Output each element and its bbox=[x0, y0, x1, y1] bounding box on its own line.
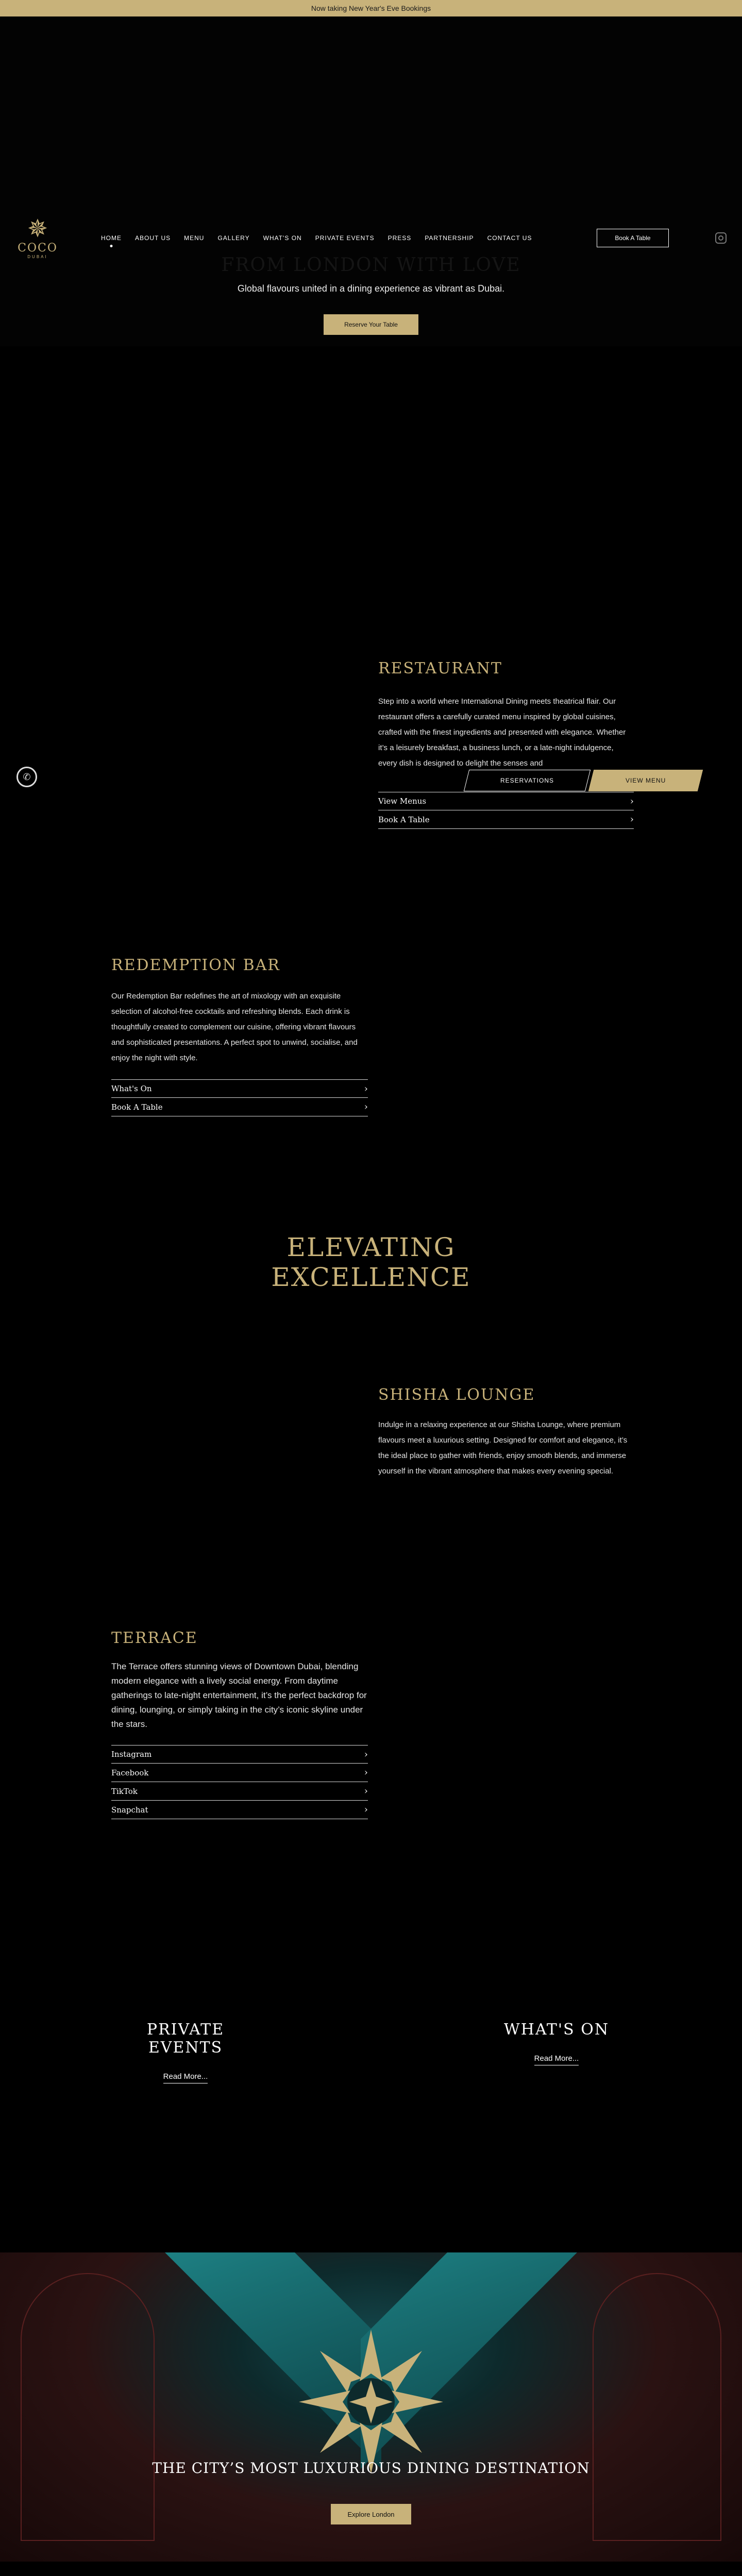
nav-item-gallery[interactable]: GALLERY bbox=[217, 234, 250, 242]
whats-on-title: WHAT'S ON bbox=[503, 2021, 610, 2039]
chevron-right-icon: › bbox=[630, 795, 634, 807]
announcement-text: Now taking New Year's Eve Bookings bbox=[311, 4, 431, 12]
book-table-link-2[interactable] bbox=[111, 1098, 368, 1116]
hero-title: FROM LONDON WITH LOVE bbox=[221, 255, 521, 276]
private-events-read-more[interactable]: Read More... bbox=[163, 2072, 208, 2083]
book-table-button[interactable]: Book A Table bbox=[597, 229, 669, 247]
elevating-excellence-title bbox=[0, 1232, 742, 1292]
restaurant-section bbox=[378, 659, 634, 829]
view-menu-button[interactable] bbox=[588, 770, 703, 791]
view-menus-link[interactable] bbox=[378, 792, 634, 810]
elevating-line2: EXCELLENCE bbox=[271, 1262, 471, 1292]
star-emblem-icon bbox=[294, 2325, 448, 2479]
arch-decoration bbox=[21, 2273, 155, 2541]
whats-on-link[interactable] bbox=[111, 1079, 368, 1098]
nav-item-private-events[interactable]: PRIVATE EVENTS bbox=[315, 234, 375, 242]
redemption-section bbox=[111, 956, 368, 1116]
destination-banner bbox=[0, 2252, 742, 2562]
redemption-title: REDEMPTION BAR bbox=[111, 956, 280, 974]
nav-item-press[interactable]: PRESS bbox=[387, 234, 412, 242]
restaurant-title: RESTAURANT bbox=[378, 659, 502, 677]
chevron-right-icon: › bbox=[364, 1804, 368, 1815]
logo[interactable] bbox=[15, 217, 60, 259]
private-events-block bbox=[108, 2021, 263, 2083]
chevron-right-icon: › bbox=[630, 814, 634, 825]
explore-london-button[interactable]: Explore London bbox=[331, 2504, 411, 2524]
whatsapp-icon[interactable]: ✆ bbox=[16, 767, 37, 787]
chevron-right-icon: › bbox=[364, 1083, 368, 1094]
facebook-label: Facebook bbox=[111, 1768, 149, 1777]
view-menu-label: VIEW MENU bbox=[625, 777, 666, 784]
shisha-title: SHISHA LOUNGE bbox=[378, 1386, 535, 1404]
hero-subtitle: Global flavours united in a dining experience as vibrant as Dubai. bbox=[237, 283, 505, 294]
instagram-icon[interactable] bbox=[715, 232, 727, 244]
chevron-right-icon: › bbox=[364, 1767, 368, 1778]
book-table-label-2: Book A Table bbox=[111, 1102, 163, 1112]
book-table-link[interactable] bbox=[378, 810, 634, 829]
reserve-table-button[interactable]: Reserve Your Table bbox=[324, 314, 418, 335]
floating-buttons bbox=[466, 770, 700, 791]
logo-sub: DUBAI bbox=[27, 255, 48, 259]
instagram-label: Instagram bbox=[111, 1750, 152, 1759]
whats-on-label: What's On bbox=[111, 1084, 152, 1093]
logo-word: COCO bbox=[18, 242, 58, 255]
whats-on-read-more[interactable]: Read More... bbox=[534, 2054, 579, 2065]
reservations-button[interactable] bbox=[464, 770, 591, 791]
star-logo-icon: ✵ bbox=[27, 215, 48, 243]
chevron-right-icon: › bbox=[364, 1749, 368, 1760]
chevron-right-icon: › bbox=[364, 1786, 368, 1797]
nav-menu bbox=[101, 234, 532, 242]
hero bbox=[0, 16, 742, 346]
nav-item-menu[interactable]: MENU bbox=[184, 234, 205, 242]
snapchat-link[interactable] bbox=[111, 1801, 368, 1819]
instagram-link[interactable] bbox=[111, 1745, 368, 1764]
tiktok-link[interactable] bbox=[111, 1782, 368, 1801]
terrace-body: The Terrace offers stunning views of Downtown Dubai, blending modern elegance with a lively social energy. From daytime gatherings to late-night entertainment, it’s the perfect backdrop for dining, lounging, or simply taking in the city’s iconic skyline under the stars. bbox=[111, 1662, 367, 1729]
elevating-line1: ELEVATING bbox=[286, 1232, 456, 1262]
shisha-body: Indulge in a relaxing experience at our Shisha Lounge, where premium flavours meet a luxurious setting. Designed for comfort and elegance, it’s the ideal place to gather with friends, enjoy smooth blends, and immerse yourself in the vibrant atmosphere that makes every evening special. bbox=[378, 1420, 628, 1476]
tiktok-label: TikTok bbox=[111, 1786, 138, 1796]
snapchat-label: Snapchat bbox=[111, 1805, 148, 1815]
terrace-section bbox=[111, 1629, 368, 1819]
reservations-label: RESERVATIONS bbox=[500, 777, 554, 784]
nav-item-whats-on[interactable]: WHAT'S ON bbox=[263, 234, 302, 242]
book-table-label: Book A Table bbox=[378, 815, 430, 824]
nav-item-contact-us[interactable]: CONTACT US bbox=[487, 234, 532, 242]
arch-decoration bbox=[593, 2273, 721, 2541]
whats-on-block bbox=[479, 2021, 634, 2065]
private-events-title: PRIVATE EVENTS bbox=[146, 2021, 225, 2057]
view-menus-label: View Menus bbox=[378, 796, 427, 806]
facebook-link[interactable] bbox=[111, 1764, 368, 1782]
redemption-body: Our Redemption Bar redefines the art of mixology with an exquisite selection of alcohol-free cocktails and refreshing blends. Each drink is thoughtfully created to complement our cuisine, offering vibrant flavours and sophisticated presentations. A perfect spot to unwind, socialise, and enjoy the night with style. bbox=[111, 992, 358, 1062]
announcement-bar bbox=[0, 0, 742, 16]
nav-item-partnership[interactable]: PARTNERSHIP bbox=[425, 234, 474, 242]
restaurant-body: Step into a world where International Dining meets theatrical flair. Our restaurant offers a carefully curated menu inspired by global cuisines, crafted with the finest ingredients and presented with elegance. Whether it’s a leisurely breakfast, a business lunch, or a late-night indulgence, every dish is designed to delight the senses and bbox=[378, 697, 626, 768]
banner-tagline: THE CITY’S MOST LUXURIOUS DINING DESTINATION bbox=[152, 2460, 590, 2477]
nav-item-home[interactable]: HOME bbox=[101, 234, 122, 242]
nav-item-about-us[interactable]: ABOUT US bbox=[135, 234, 171, 242]
terrace-title: TERRACE bbox=[111, 1629, 198, 1647]
chevron-right-icon: › bbox=[364, 1101, 368, 1112]
shisha-section bbox=[378, 1386, 635, 1479]
